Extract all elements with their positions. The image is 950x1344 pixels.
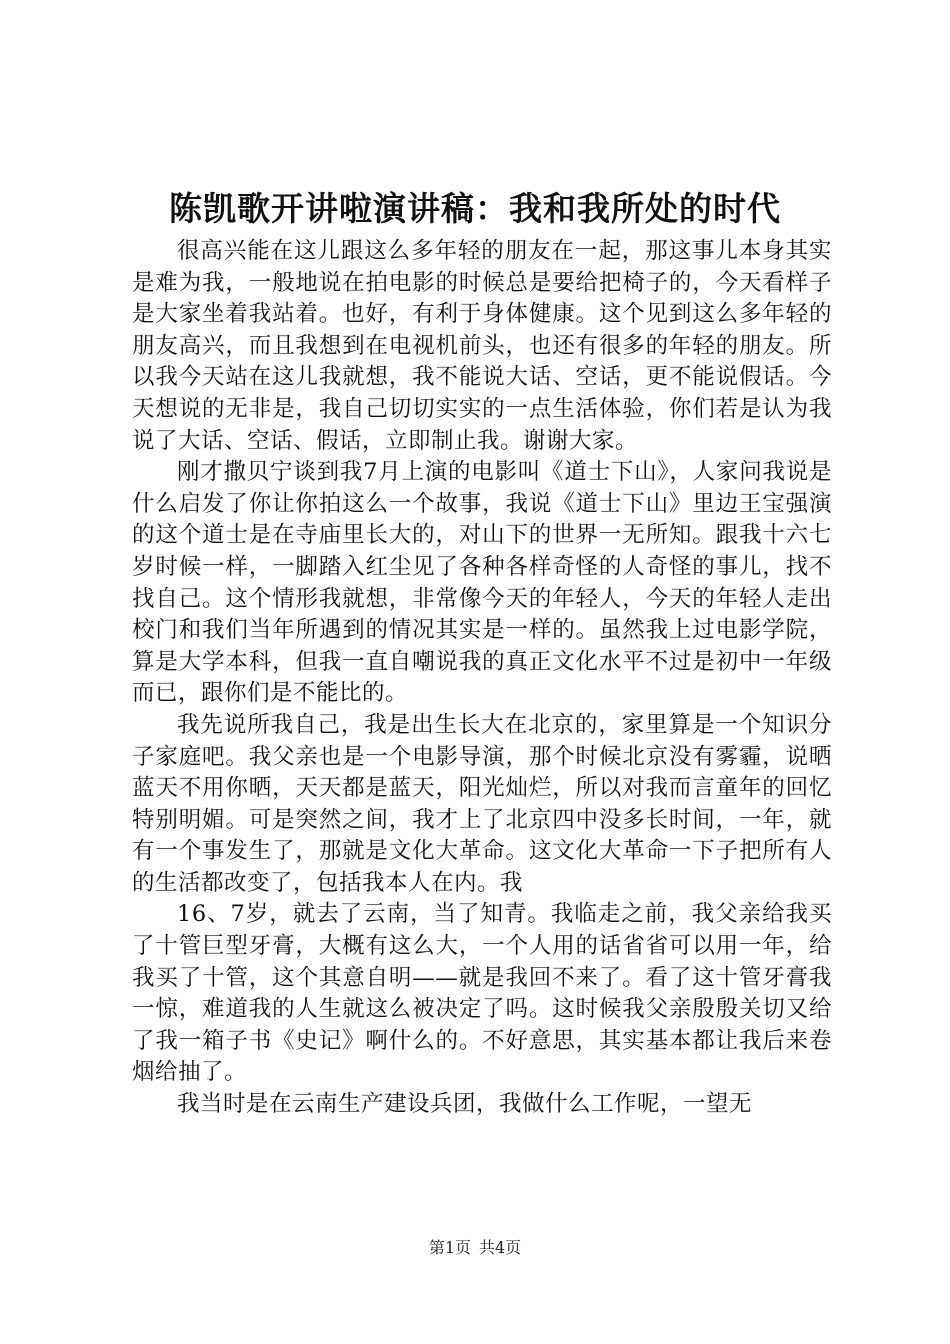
page-number: 第1页	[428, 1238, 471, 1257]
paragraph: 很高兴能在这儿跟这么多年轻的朋友在一起，那这事儿本身其实是难为我，一般地说在拍电影的时候总是要给把椅子的，今天看样子是大家坐着我站着。也好，有利于身体健康。这个见到这么多年轻的朋友高兴，而且我想到在电视机前头，也还有很多的年轻的朋友。所以我今天站在这儿我就想，我不能说大话、空话，更不能说假话。今天想说的无非是，我自己切切实实的一点生活体验，你们若是认为我说了大话、空话、假话，立即制止我。谢谢大家。	[132, 238, 832, 454]
page-total: 共4页	[479, 1238, 522, 1257]
document-body	[132, 236, 832, 1121]
paragraph: 我当时是在云南生产建设兵团，我做什么工作呢，一望无	[177, 1091, 753, 1118]
paragraph: 16、7岁，就去了云南，当了知青。我临走之前，我父亲给我买了十管巨型牙膏，大概有这么大，一个人用的话省省可以用一年，给我买了十管，这个其意自明——就是我回不来了。看了这十管牙膏我一惊，难道我的人生就这么被决定了吗。这时候我父亲殷殷关切又给了我一箱子书《史记》啊什么的。不好意思，其实基本都让我后来卷烟给抽了。	[132, 901, 832, 1086]
page-footer	[0, 1236, 950, 1260]
page-title: 陈凯歌开讲啦演讲稿：我和我所处的时代	[169, 189, 781, 228]
paragraph: 我先说所我自己，我是出生长大在北京的，家里算是一个知识分子家庭吧。我父亲也是一个电影导演，那个时候北京没有雾霾，说晒蓝天不用你晒，天天都是蓝天，阳光灿烂，所以对我而言童年的回忆特别明媚。可是突然之间，我才上了北京四中没多长时间，一年，就有一个事发生了，那就是文化大革命。这文化大革命一下子把所有人的生活都改变了，包括我本人在内。我	[132, 711, 832, 896]
paragraph: 刚才撒贝宁谈到我7月上演的电影叫《道士下山》，人家问我说是什么启发了你让你拍这么一个故事，我说《道士下山》里边王宝强演的这个道士是在寺庙里长大的，对山下的世界一无所知。跟我十六七岁时候一样，一脚踏入红尘见了各种各样奇怪的人奇怪的事儿，找不找自己。这个情形我就想，非常像今天的年轻人，今天的年轻人走出校门和我们当年所遇到的情况其实是一样的。虽然我上过电影学院，算是大学本科，但我一直自嘲说我的真正文化水平不过是初中一年级而已，跟你们是不能比的。	[132, 459, 832, 707]
